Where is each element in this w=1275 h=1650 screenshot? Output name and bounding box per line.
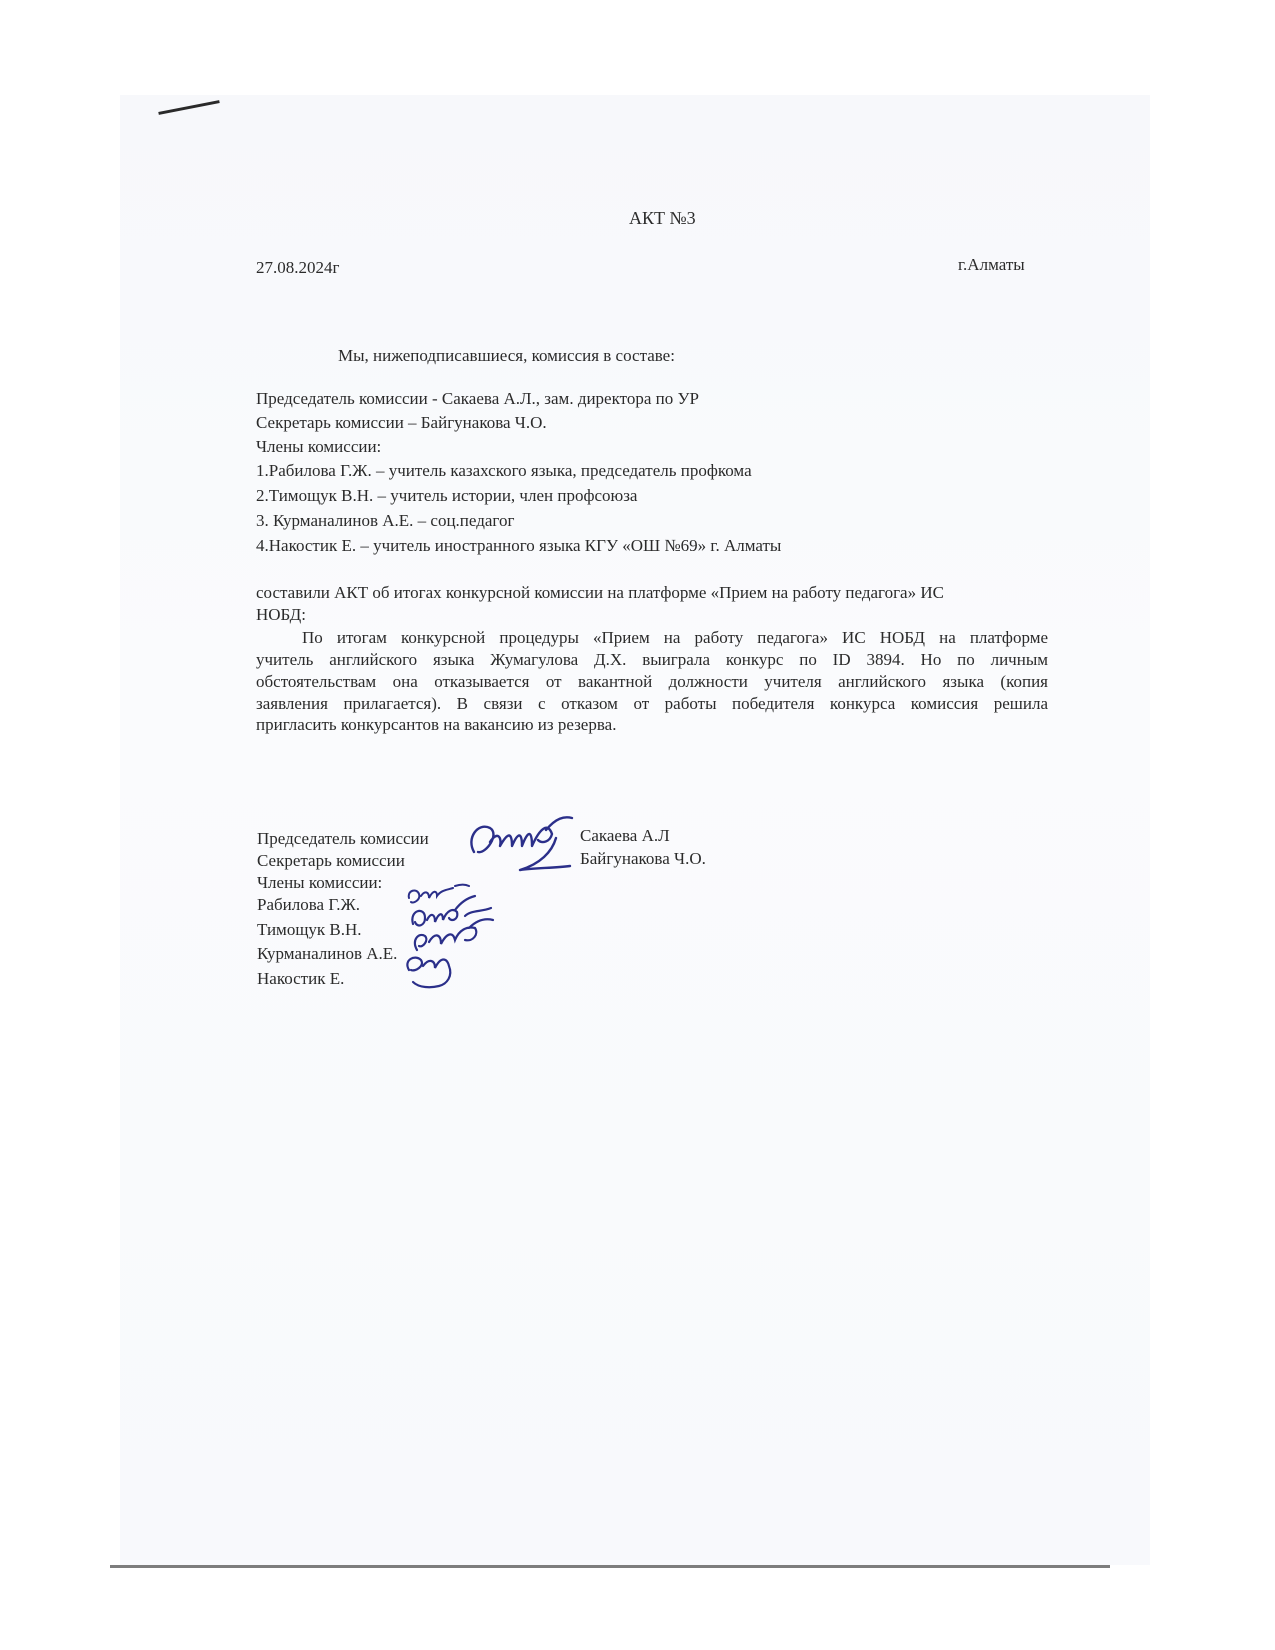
signature-member-kurmanalinov: Курманалинов А.Е. — [257, 944, 398, 963]
paragraph-line-5: пригласить конкурсантов на вакансию из резерва. — [256, 715, 617, 734]
composition-members-heading: Члены комиссии: — [256, 437, 382, 456]
composition-secretary: Секретарь комиссии – Байгунакова Ч.О. — [256, 413, 547, 432]
paragraph-line-2: учитель английского языка Жумагулова Д.Х. выиграла конкурс по ID 3894. Но по личным — [256, 650, 1048, 669]
paragraph-line-3: обстоятельствам она отказывается от вакантной должности учителя английского языка (копия — [256, 672, 1048, 691]
composition-member-3: 3. Курманалинов А.Е. – соц.педагог — [256, 511, 515, 530]
document-date: 27.08.2024г — [256, 258, 340, 277]
signature-member-nakostik: Накостик Е. — [257, 969, 345, 988]
composition-member-1: 1.Рабилова Г.Ж. – учитель казахского языка, председатель профкома — [256, 461, 752, 480]
composition-member-4: 4.Накостик Е. – учитель иностранного языка КГУ «ОШ №69» г. Алматы — [256, 536, 782, 555]
paragraph-line-1: По итогам конкурсной процедуры «Прием на работу педагога» ИС НОБД на платформе — [302, 628, 1048, 647]
document-title: АКТ №3 — [629, 208, 696, 228]
intro-line: Мы, нижеподписавшиеся, комиссия в составе: — [338, 346, 675, 365]
signature-member-timoshchuk: Тимощук В.Н. — [257, 920, 362, 939]
signature-role-chair: Председатель комиссии — [257, 829, 429, 848]
signature-member-rabilova: Рабилова Г.Ж. — [257, 895, 360, 914]
signature-chair-handwritten — [460, 808, 590, 878]
signature-name-secretary: Байгунакова Ч.О. — [580, 849, 706, 868]
paragraph-line-4: заявления прилагается). В связи с отказом от работы победителя конкурса комиссия решила — [256, 694, 1048, 713]
signature-name-chair: Сакаева А.Л — [580, 826, 670, 845]
composition-chair: Председатель комиссии - Сакаева А.Л., зам. директора по УР — [256, 389, 699, 408]
body-line-2: НОБД: — [256, 605, 306, 624]
signature-role-members: Члены комиссии: — [257, 873, 383, 892]
composition-member-2: 2.Тимощук В.Н. – учитель истории, член профсоюза — [256, 486, 638, 505]
signature-role-secretary: Секретарь комиссии — [257, 851, 405, 870]
document-city: г.Алматы — [958, 255, 1025, 274]
signature-members-handwritten — [395, 880, 510, 995]
page-bottom-edge — [110, 1565, 1110, 1568]
body-line-1: составили АКТ об итогах конкурсной комиссии на платформе «Прием на работу педагога» ИС — [256, 583, 944, 602]
